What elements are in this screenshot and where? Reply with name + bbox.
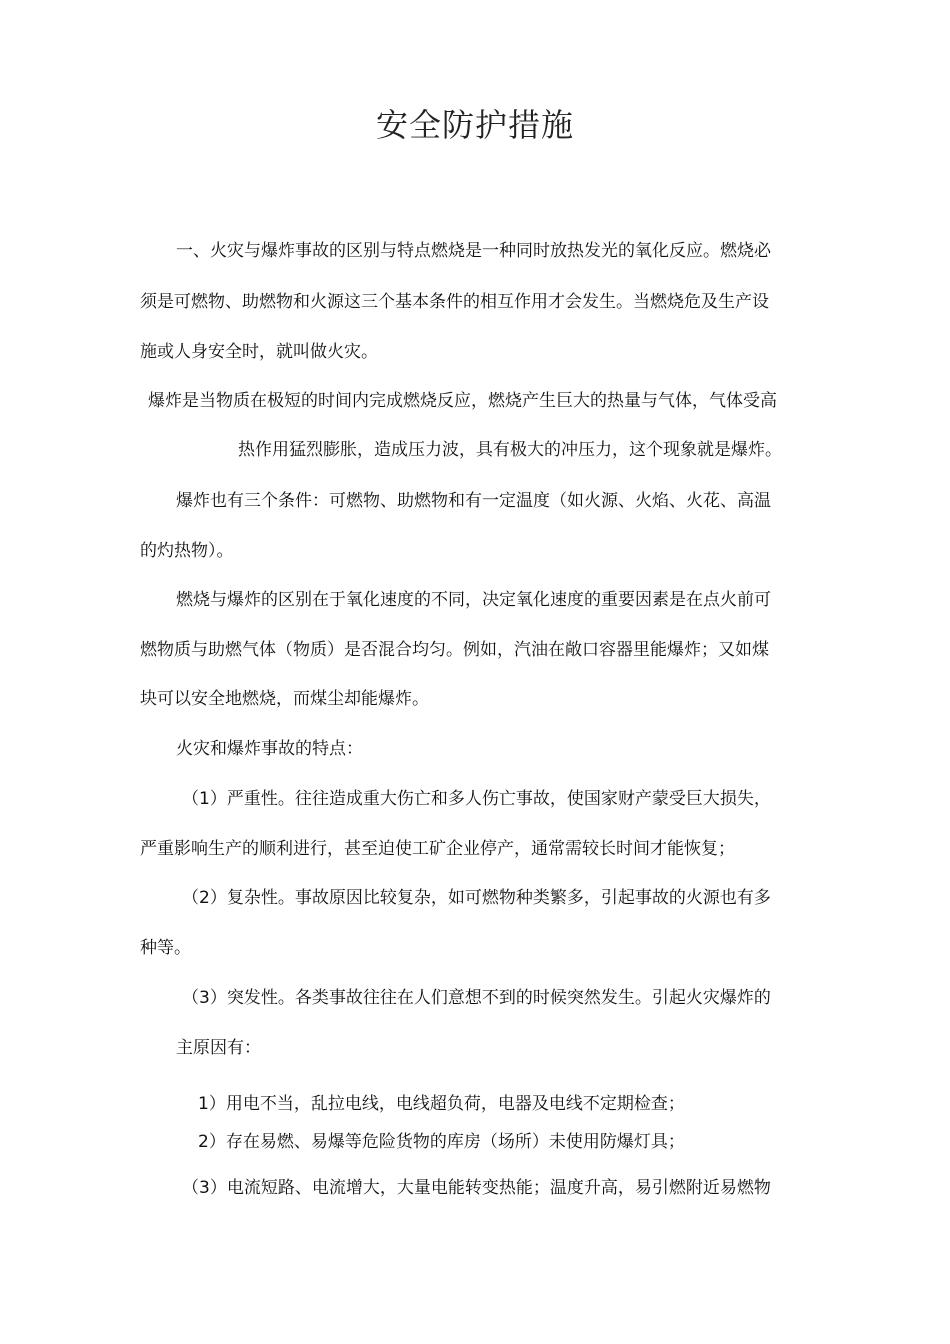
paragraph-line: 火灾和爆炸事故的特点： <box>176 739 363 759</box>
paragraph-line: 种等。 <box>140 938 191 958</box>
paragraph-line: 施或人身安全时，就叫做火灾。 <box>140 342 378 362</box>
paragraph-line: 热作用猛烈膨胀，造成压力波，具有极大的冲压力，这个现象就是爆炸。 <box>238 440 782 460</box>
paragraph-line: 块可以安全地燃烧，而煤尘却能爆炸。 <box>140 689 429 709</box>
paragraph-line: 1）用电不当，乱拉电线，电线超负荷，电器及电线不定期检查； <box>198 1094 685 1114</box>
paragraph-line: 主原因有： <box>176 1038 261 1058</box>
paragraph-line: 2）存在易燃、易爆等危险货物的库房（场所）未使用防爆灯具； <box>198 1132 685 1152</box>
page-title: 安全防护措施 <box>375 106 574 144</box>
paragraph-line: 严重影响生产的顺利进行，甚至迫使工矿企业停产，通常需较长时间才能恢复； <box>140 839 735 859</box>
paragraph-line: 的灼热物）。 <box>140 541 234 561</box>
paragraph-line: 燃烧与爆炸的区别在于氧化速度的不同，决定氧化速度的重要因素是在点火前可 <box>176 590 771 610</box>
paragraph-line: 爆炸是当物质在极短的时间内完成燃烧反应，燃烧产生巨大的热量与气体，气体受高 <box>148 391 777 411</box>
paragraph-line: （1）严重性。往往造成重大伤亡和多人伤亡事故，使国家财产蒙受巨大损失， <box>182 789 771 809</box>
paragraph-line: 须是可燃物、助燃物和火源这三个基本条件的相互作用才会发生。当燃烧危及生产设 <box>140 292 769 312</box>
paragraph-line: 爆炸也有三个条件：可燃物、助燃物和有一定温度（如火源、火焰、火花、高温 <box>176 491 771 511</box>
paragraph-line: （2）复杂性。事故原因比较复杂，如可燃物种类繁多，引起事故的火源也有多 <box>182 888 771 908</box>
paragraph-line: （3）突发性。各类事故往往在人们意想不到的时候突然发生。引起火灾爆炸的 <box>182 988 771 1008</box>
paragraph-line: （3）电流短路、电流增大，大量电能转变热能；温度升高，易引燃附近易燃物 <box>182 1178 771 1198</box>
paragraph-line: 燃物质与助燃气体（物质）是否混合均匀。例如，汽油在敞口容器里能爆炸；又如煤 <box>140 640 769 660</box>
paragraph-line: 一、火灾与爆炸事故的区别与特点燃烧是一种同时放热发光的氧化反应。燃烧必 <box>176 241 771 261</box>
